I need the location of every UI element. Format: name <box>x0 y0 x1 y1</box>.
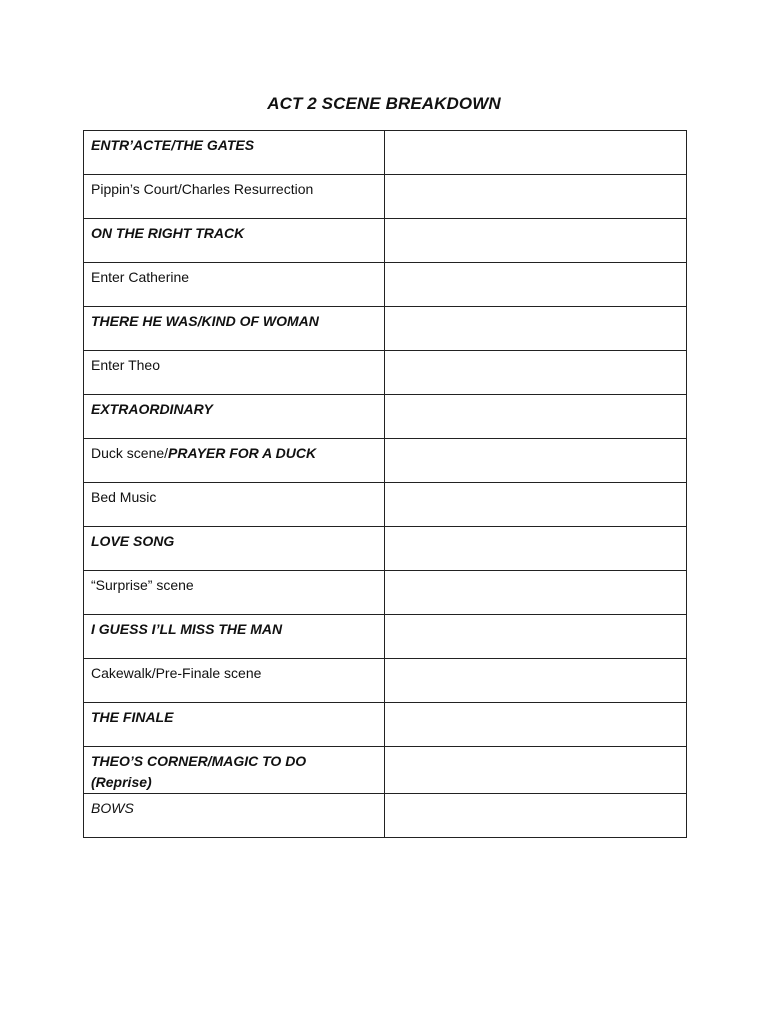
notes-cell[interactable] <box>385 615 687 659</box>
scene-cell: Bed Music <box>84 483 385 527</box>
table-row <box>84 615 687 659</box>
scene-cell-line-2: (Reprise) <box>91 774 152 790</box>
notes-cell[interactable] <box>385 571 687 615</box>
notes-cell[interactable] <box>385 527 687 571</box>
table-row <box>84 263 687 307</box>
table-row <box>84 439 687 483</box>
table-row <box>84 395 687 439</box>
notes-cell[interactable] <box>385 307 687 351</box>
scene-cell-plain-text: Duck scene/ <box>91 445 169 461</box>
notes-cell[interactable] <box>385 703 687 747</box>
table-row <box>84 175 687 219</box>
table-row <box>84 794 687 838</box>
table-row <box>84 747 687 794</box>
table-row <box>84 131 687 175</box>
scene-cell: ENTR’ACTE/THE GATES <box>84 131 385 175</box>
table-row <box>84 351 687 395</box>
scene-cell: Enter Catherine <box>84 263 385 307</box>
scene-cell: I GUESS I’LL MISS THE MAN <box>84 615 385 659</box>
notes-cell[interactable] <box>385 131 687 175</box>
table-row <box>84 483 687 527</box>
table-row <box>84 527 687 571</box>
table-row <box>84 307 687 351</box>
notes-cell[interactable] <box>385 395 687 439</box>
scene-cell: ON THE RIGHT TRACK <box>84 219 385 263</box>
notes-cell[interactable] <box>385 263 687 307</box>
scene-cell-line-1: THEO’S CORNER/MAGIC TO DO <box>91 753 307 769</box>
scene-cell: Enter Theo <box>84 351 385 395</box>
notes-cell[interactable] <box>385 794 687 838</box>
scene-cell: THE FINALE <box>84 703 385 747</box>
scene-cell: LOVE SONG <box>84 527 385 571</box>
table-row <box>84 659 687 703</box>
page-title: ACT 2 SCENE BREAKDOWN <box>267 94 501 113</box>
table-row <box>84 219 687 263</box>
table-row <box>84 571 687 615</box>
scene-cell: Pippin’s Court/Charles Resurrection <box>84 175 385 219</box>
notes-cell[interactable] <box>385 439 687 483</box>
scene-cell: Cakewalk/Pre-Finale scene <box>84 659 385 703</box>
notes-cell[interactable] <box>385 483 687 527</box>
notes-cell[interactable] <box>385 351 687 395</box>
scene-cell-song-title: PRAYER FOR A DUCK <box>168 445 317 461</box>
scene-breakdown-table <box>83 130 687 838</box>
scene-cell: “Surprise” scene <box>84 571 385 615</box>
scene-cell <box>84 747 385 794</box>
scene-cell: THERE HE WAS/KIND OF WOMAN <box>84 307 385 351</box>
notes-cell[interactable] <box>385 175 687 219</box>
notes-cell[interactable] <box>385 219 687 263</box>
scene-cell <box>84 439 385 483</box>
table-row <box>84 703 687 747</box>
scene-cell: EXTRAORDINARY <box>84 395 385 439</box>
notes-cell[interactable] <box>385 659 687 703</box>
notes-cell[interactable] <box>385 747 687 794</box>
scene-cell: BOWS <box>84 794 385 838</box>
